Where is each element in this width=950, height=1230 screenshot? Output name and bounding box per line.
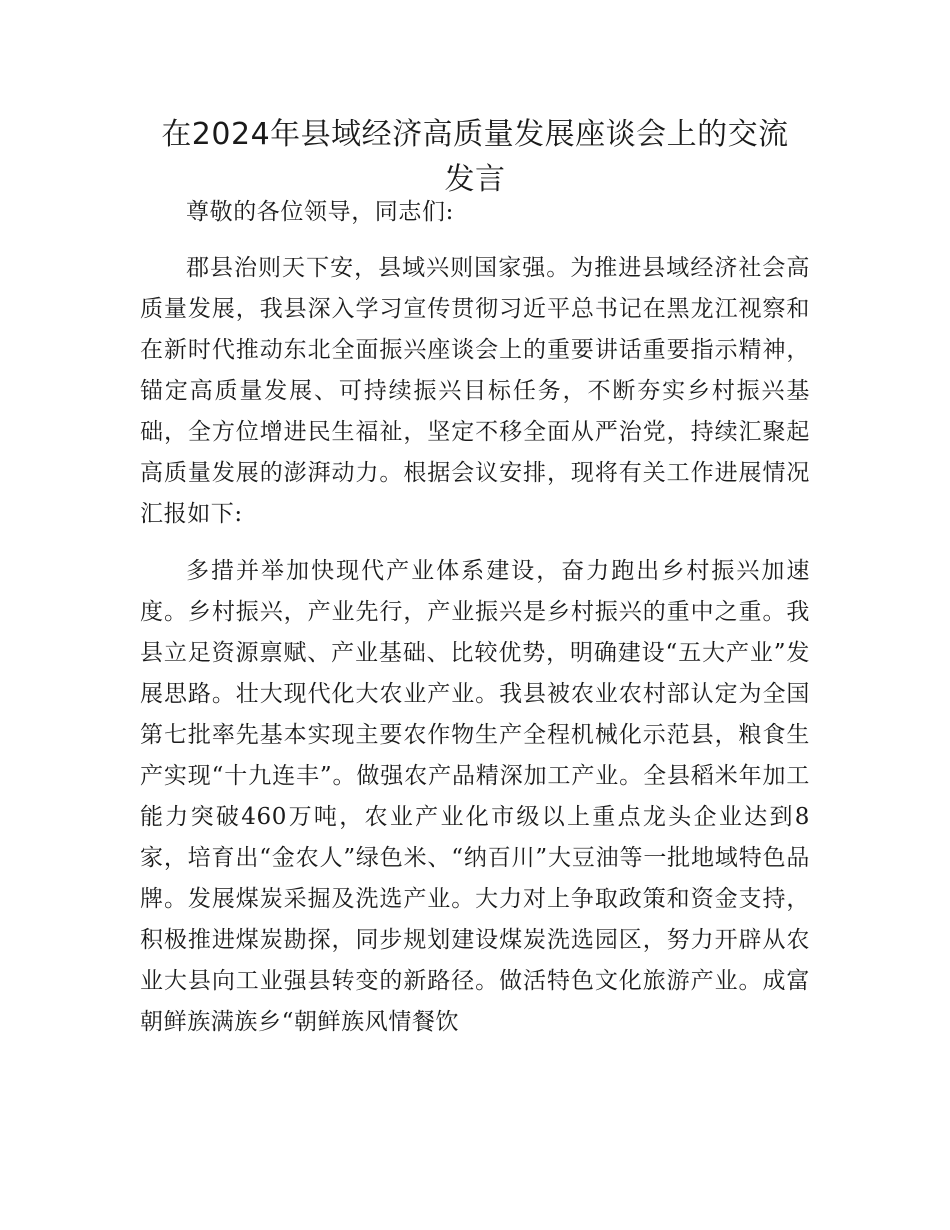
paragraph-intro: 郡县治则天下安，县域兴则国家强。为推进县域经济社会高质量发展，我县深入学习宣传贯彻习近平总书记在黑龙江视察和在新时代推动东北全面振兴座谈会上的重要讲话重要指示精神，锚定高质量发展、可持续振兴目标任务，不断夯实乡村振兴基础，全方位增进民生福祉，坚定不移全面从严治党，持续汇聚起高质量发展的澎湃动力。根据会议安排，现将有关工作进展情况汇报如下: [140,255,810,527]
salutation: 尊敬的各位领导，同志们: [186,199,454,225]
paragraph-industry: 多措并举加快现代产业体系建设，奋力跑出乡村振兴加速度。乡村振兴，产业先行，产业振兴是乡村振兴的重中之重。我县立足资源禀赋、产业基础、比较优势，明确建设“五大产业”发展思路。壮大现代化大农业产业。我县被农业农村部认定为全国第七批率先基本实现主要农作物生产全程机械化示范县，粮食生产实现“十九连丰”。做强农产品精深加工产业。全县稻米年加工能力突破460万吨，农业产业化市级以上重点龙头企业达到8家，培育出“金农人”绿色米、“纳百川”大豆油等一批地域特色品牌。发展煤炭采掘及洗选产业。大力对上争取政策和资金支持，积极推进煤炭勘探，同步规划建设煤炭洗选园区，努力开辟从农业大县向工业强县转变的新路径。做活特色文化旅游产业。成富朝鲜族满族乡“朝鲜族风情餐饮 [140,558,810,1035]
document-title-line-2: 发言 [444,162,506,197]
document-title-line-1: 在2024年县域经济高质量发展座谈会上的交流 [161,117,789,152]
document-body [140,192,810,1059]
document-title [140,112,810,202]
